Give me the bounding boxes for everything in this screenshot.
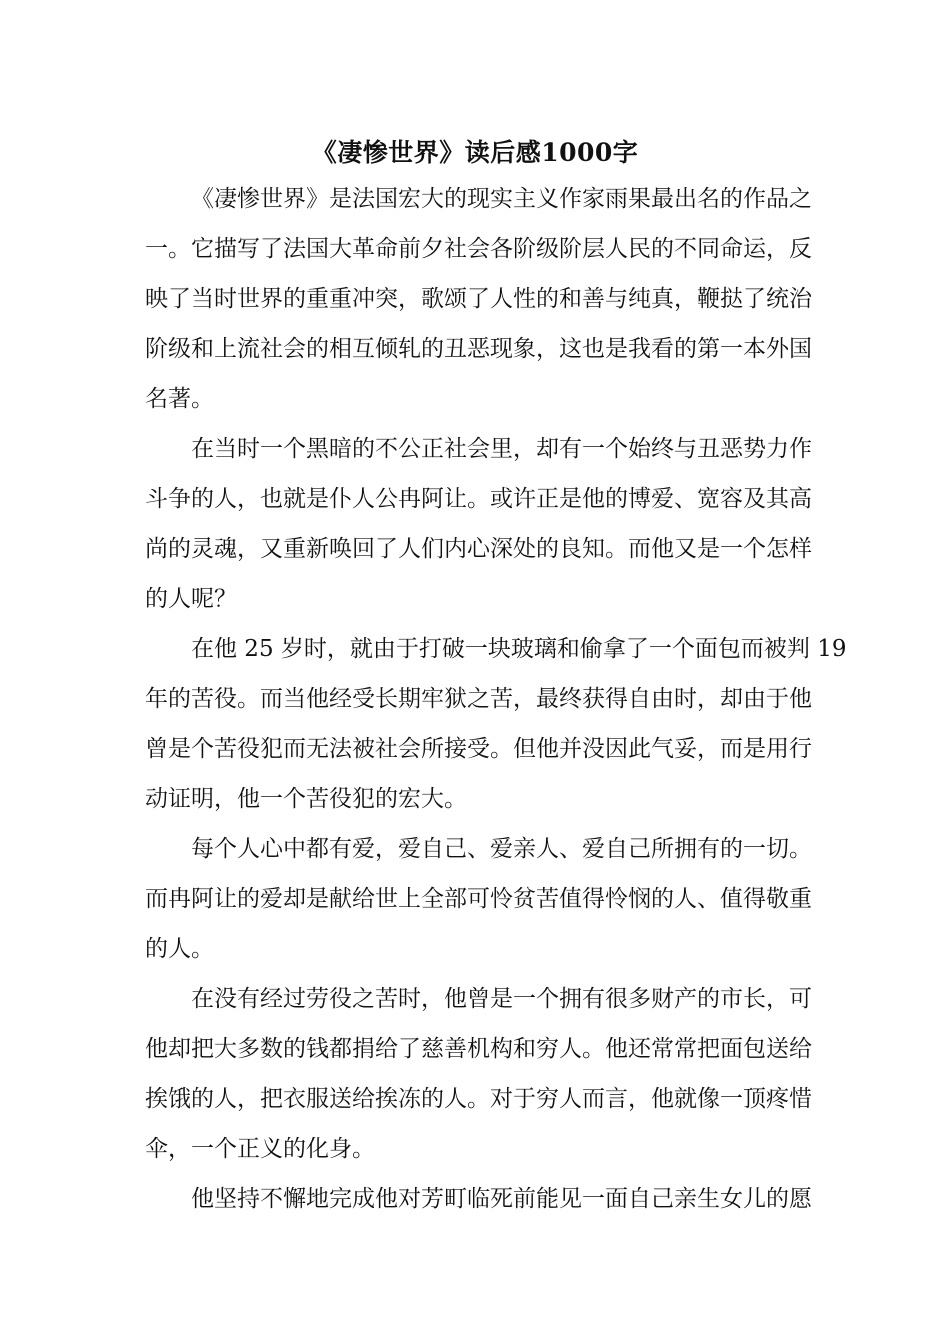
text-line: 阶级和上流社会的相互倾轧的丑恶现象，这也是我看的第一本外国 <box>145 336 812 362</box>
text-line: 的人呢？ <box>145 586 237 612</box>
text-line: 映了当时世界的重重冲突，歌颂了人性的和善与纯真，鞭挞了统治 <box>145 286 812 312</box>
text-line: 动证明，他一个苦役犯的宏大。 <box>145 786 467 812</box>
paragraph <box>145 974 812 1174</box>
text-line: 尚的灵魂，又重新唤回了人们内心深处的良知。而他又是一个怎样 <box>145 536 812 562</box>
paragraph <box>145 174 812 424</box>
text-line: 在他 25 岁时，就由于打破一块玻璃和偷拿了一个面包而被判 19 <box>191 636 847 662</box>
text-line: 曾是个苦役犯而无法被社会所接受。但他并没因此气妥，而是用行 <box>145 736 812 762</box>
text-line: 挨饿的人，把衣服送给挨冻的人。对于穷人而言，他就像一顶疼惜 <box>145 1086 812 1112</box>
paragraph <box>145 824 812 974</box>
text-line: 他却把大多数的钱都捐给了慈善机构和穷人。他还常常把面包送给 <box>145 1036 812 1062</box>
text-line: 而冉阿让的爱却是献给世上全部可怜贫苦值得怜悯的人、值得敬重 <box>145 886 812 912</box>
paragraph <box>145 424 812 624</box>
text-line: 在没有经过劳役之苦时，他曾是一个拥有很多财产的市长，可 <box>191 986 812 1012</box>
text-line: 每个人心中都有爱，爱自己、爱亲人、爱自己所拥有的一切。 <box>191 836 812 862</box>
text-line: 他坚持不懈地完成他对芳町临死前能见一面自己亲生女儿的愿 <box>191 1186 812 1212</box>
text-line: 一。它描写了法国大革命前夕社会各阶级阶层人民的不同命运，反 <box>145 236 812 262</box>
text-line: 名著。 <box>145 386 214 412</box>
text-line: 《凄惨世界》是法国宏大的现实主义作家雨果最出名的作品之 <box>191 186 812 212</box>
document-title: 《凄惨世界》读后感1000字 <box>311 138 639 167</box>
document-body <box>145 174 847 1224</box>
paragraph <box>145 624 847 824</box>
paragraph <box>145 1174 812 1224</box>
text-line: 在当时一个黑暗的不公正社会里，却有一个始终与丑恶势力作 <box>191 436 812 462</box>
text-line: 的人。 <box>145 936 214 962</box>
text-line: 伞，一个正义的化身。 <box>145 1136 375 1162</box>
text-line: 年的苦役。而当他经受长期牢狱之苦，最终获得自由时，却由于他 <box>145 686 812 712</box>
text-line: 斗争的人，也就是仆人公冉阿让。或许正是他的博爱、宽容及其高 <box>145 486 812 512</box>
